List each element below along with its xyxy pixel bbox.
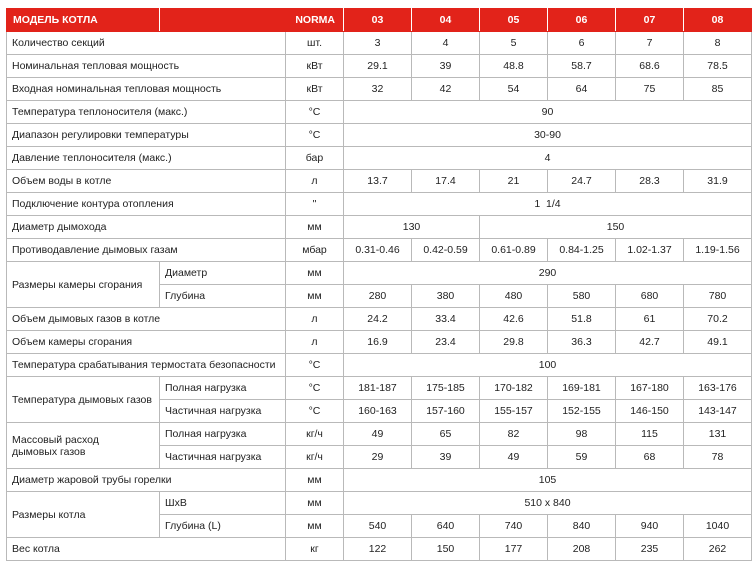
- header-model-06: 06: [548, 9, 616, 32]
- value-cell: 7: [616, 32, 684, 55]
- value-cell: 29.8: [480, 331, 548, 354]
- value-cell: 540: [344, 515, 412, 538]
- row-unit: мм: [286, 262, 344, 285]
- value-cell: 49: [344, 423, 412, 446]
- value-cell: 1 1/4: [344, 193, 752, 216]
- row-unit: °С: [286, 124, 344, 147]
- value-cell: 23.4: [412, 331, 480, 354]
- value-cell: 64: [548, 78, 616, 101]
- value-cell: 0.42-0.59: [412, 239, 480, 262]
- row-unit: кг: [286, 538, 344, 561]
- row-nominal-power: [7, 55, 752, 78]
- value-cell: 29: [344, 446, 412, 469]
- row-chamber-volume: [7, 331, 752, 354]
- value-cell: 16.9: [344, 331, 412, 354]
- value-cell: 78: [684, 446, 752, 469]
- value-cell: 90: [344, 101, 752, 124]
- row-label: Объем камеры сгорания: [7, 331, 286, 354]
- row-label: Размеры камеры сгорания: [7, 262, 160, 308]
- row-unit: кг/ч: [286, 423, 344, 446]
- value-cell: 157-160: [412, 400, 480, 423]
- value-cell: 680: [616, 285, 684, 308]
- value-cell: 143-147: [684, 400, 752, 423]
- value-cell: 146-150: [616, 400, 684, 423]
- row-water-volume: [7, 170, 752, 193]
- value-cell: 75: [616, 78, 684, 101]
- row-unit: мм: [286, 515, 344, 538]
- row-sublabel: Диаметр: [160, 262, 286, 285]
- value-cell: 150: [412, 538, 480, 561]
- row-label-line: дымовых газов: [12, 445, 86, 458]
- value-cell: 42.7: [616, 331, 684, 354]
- header-model-05: 05: [480, 9, 548, 32]
- row-label: Размеры котла: [7, 492, 160, 538]
- row-sublabel: Частичная нагрузка: [160, 400, 286, 423]
- row-label: Подключение контура отопления: [7, 193, 286, 216]
- row-sublabel: Частичная нагрузка: [160, 446, 286, 469]
- header-row: [7, 9, 752, 32]
- value-cell: 235: [616, 538, 684, 561]
- row-unit: °С: [286, 101, 344, 124]
- value-cell: 122: [344, 538, 412, 561]
- row-unit: мм: [286, 216, 344, 239]
- row-unit: кВт: [286, 78, 344, 101]
- row-unit: л: [286, 331, 344, 354]
- value-cell: 42.6: [480, 308, 548, 331]
- value-cell: 85: [684, 78, 752, 101]
- value-cell: 39: [412, 55, 480, 78]
- value-cell: 840: [548, 515, 616, 538]
- row-label: Диаметр жаровой трубы горелки: [7, 469, 286, 492]
- row-unit: °С: [286, 377, 344, 400]
- value-cell: 380: [412, 285, 480, 308]
- value-cell: 31.9: [684, 170, 752, 193]
- value-cell: 61: [616, 308, 684, 331]
- value-cell: 58.7: [548, 55, 616, 78]
- row-input-power: [7, 78, 752, 101]
- value-cell: 1.19-1.56: [684, 239, 752, 262]
- row-flue-gas-temp-full: [7, 377, 752, 400]
- value-cell: 640: [412, 515, 480, 538]
- value-cell: 49.1: [684, 331, 752, 354]
- value-cell: 1.02-1.37: [616, 239, 684, 262]
- header-series: NORMA: [160, 9, 344, 32]
- value-cell: 51.8: [548, 308, 616, 331]
- value-cell: 42: [412, 78, 480, 101]
- value-cell: 262: [684, 538, 752, 561]
- value-cell: 24.2: [344, 308, 412, 331]
- row-mass-flow-full: [7, 423, 752, 446]
- row-label: Входная номинальная тепловая мощность: [7, 78, 286, 101]
- value-cell: 115: [616, 423, 684, 446]
- value-cell: 1040: [684, 515, 752, 538]
- value-cell: 13.7: [344, 170, 412, 193]
- value-cell: 98: [548, 423, 616, 446]
- value-cell: 150: [480, 216, 752, 239]
- row-unit: л: [286, 170, 344, 193]
- value-cell: 17.4: [412, 170, 480, 193]
- value-cell: 0.84-1.25: [548, 239, 616, 262]
- value-cell: 105: [344, 469, 752, 492]
- value-cell: 68.6: [616, 55, 684, 78]
- row-unit: бар: [286, 147, 344, 170]
- row-unit: ": [286, 193, 344, 216]
- row-burner-tube: [7, 469, 752, 492]
- value-cell: 740: [480, 515, 548, 538]
- value-cell: 29.1: [344, 55, 412, 78]
- row-unit: °С: [286, 354, 344, 377]
- header-model-04: 04: [412, 9, 480, 32]
- value-cell: 580: [548, 285, 616, 308]
- value-cell: 24.7: [548, 170, 616, 193]
- row-unit: кг/ч: [286, 446, 344, 469]
- row-label: Температура дымовых газов: [7, 377, 160, 423]
- row-heating-connection: [7, 193, 752, 216]
- header-model-03: 03: [344, 9, 412, 32]
- row-label: Диаметр дымохода: [7, 216, 286, 239]
- row-sublabel: Полная нагрузка: [160, 377, 286, 400]
- value-cell: 152-155: [548, 400, 616, 423]
- value-cell: 32: [344, 78, 412, 101]
- value-cell: 68: [616, 446, 684, 469]
- row-unit: мм: [286, 492, 344, 515]
- value-cell: 5: [480, 32, 548, 55]
- value-cell: 175-185: [412, 377, 480, 400]
- row-unit: мм: [286, 285, 344, 308]
- value-cell: 4: [344, 147, 752, 170]
- value-cell: 54: [480, 78, 548, 101]
- value-cell: 177: [480, 538, 548, 561]
- row-flue-back-pressure: [7, 239, 752, 262]
- value-cell: 30-90: [344, 124, 752, 147]
- value-cell: 28.3: [616, 170, 684, 193]
- row-label-mass-flow: [7, 423, 160, 469]
- value-cell: 940: [616, 515, 684, 538]
- row-label: Противодавление дымовых газам: [7, 239, 286, 262]
- value-cell: 70.2: [684, 308, 752, 331]
- value-cell: 780: [684, 285, 752, 308]
- row-label: Давление теплоносителя (макс.): [7, 147, 286, 170]
- row-sections: [7, 32, 752, 55]
- row-unit: шт.: [286, 32, 344, 55]
- row-unit: кВт: [286, 55, 344, 78]
- value-cell: 49: [480, 446, 548, 469]
- value-cell: 208: [548, 538, 616, 561]
- row-weight: [7, 538, 752, 561]
- value-cell: 4: [412, 32, 480, 55]
- value-cell: 8: [684, 32, 752, 55]
- value-cell: 65: [412, 423, 480, 446]
- row-safety-thermostat: [7, 354, 752, 377]
- value-cell: 82: [480, 423, 548, 446]
- value-cell: 160-163: [344, 400, 412, 423]
- row-label-line: Массовый расход: [12, 433, 99, 446]
- value-cell: 39: [412, 446, 480, 469]
- row-coolant-temp: [7, 101, 752, 124]
- row-sublabel: Глубина: [160, 285, 286, 308]
- header-title: МОДЕЛЬ КОТЛА: [7, 9, 160, 32]
- row-unit: °С: [286, 400, 344, 423]
- row-flue-diameter: [7, 216, 752, 239]
- boiler-specifications-table: [6, 8, 752, 561]
- value-cell: 167-180: [616, 377, 684, 400]
- value-cell: 131: [684, 423, 752, 446]
- value-cell: 48.8: [480, 55, 548, 78]
- header-model-08: 08: [684, 9, 752, 32]
- row-label: Номинальная тепловая мощность: [7, 55, 286, 78]
- row-temp-range: [7, 124, 752, 147]
- value-cell: 3: [344, 32, 412, 55]
- value-cell: 59: [548, 446, 616, 469]
- row-sublabel: Глубина (L): [160, 515, 286, 538]
- row-boiler-size-wh: [7, 492, 752, 515]
- header-model-07: 07: [616, 9, 684, 32]
- value-cell: 130: [344, 216, 480, 239]
- value-cell: 21: [480, 170, 548, 193]
- row-label: Температура срабатывания термостата безопасности: [7, 354, 286, 377]
- row-chamber-diameter: [7, 262, 752, 285]
- value-cell: 155-157: [480, 400, 548, 423]
- value-cell: 170-182: [480, 377, 548, 400]
- row-label: Объем дымовых газов в котле: [7, 308, 286, 331]
- row-sublabel: Полная нагрузка: [160, 423, 286, 446]
- value-cell: 36.3: [548, 331, 616, 354]
- value-cell: 0.61-0.89: [480, 239, 548, 262]
- row-unit: мм: [286, 469, 344, 492]
- value-cell: 0.31-0.46: [344, 239, 412, 262]
- value-cell: 510 x 840: [344, 492, 752, 515]
- value-cell: 33.4: [412, 308, 480, 331]
- value-cell: 290: [344, 262, 752, 285]
- value-cell: 480: [480, 285, 548, 308]
- row-sublabel: ШхВ: [160, 492, 286, 515]
- row-label: Количество секций: [7, 32, 286, 55]
- row-unit: мбар: [286, 239, 344, 262]
- row-label: Объем воды в котле: [7, 170, 286, 193]
- value-cell: 169-181: [548, 377, 616, 400]
- row-label: Вес котла: [7, 538, 286, 561]
- value-cell: 181-187: [344, 377, 412, 400]
- value-cell: 78.5: [684, 55, 752, 78]
- row-coolant-pressure: [7, 147, 752, 170]
- value-cell: 100: [344, 354, 752, 377]
- row-flue-gas-volume: [7, 308, 752, 331]
- row-unit: л: [286, 308, 344, 331]
- row-label: Диапазон регулировки температуры: [7, 124, 286, 147]
- value-cell: 163-176: [684, 377, 752, 400]
- row-label: Температура теплоносителя (макс.): [7, 101, 286, 124]
- value-cell: 6: [548, 32, 616, 55]
- value-cell: 280: [344, 285, 412, 308]
